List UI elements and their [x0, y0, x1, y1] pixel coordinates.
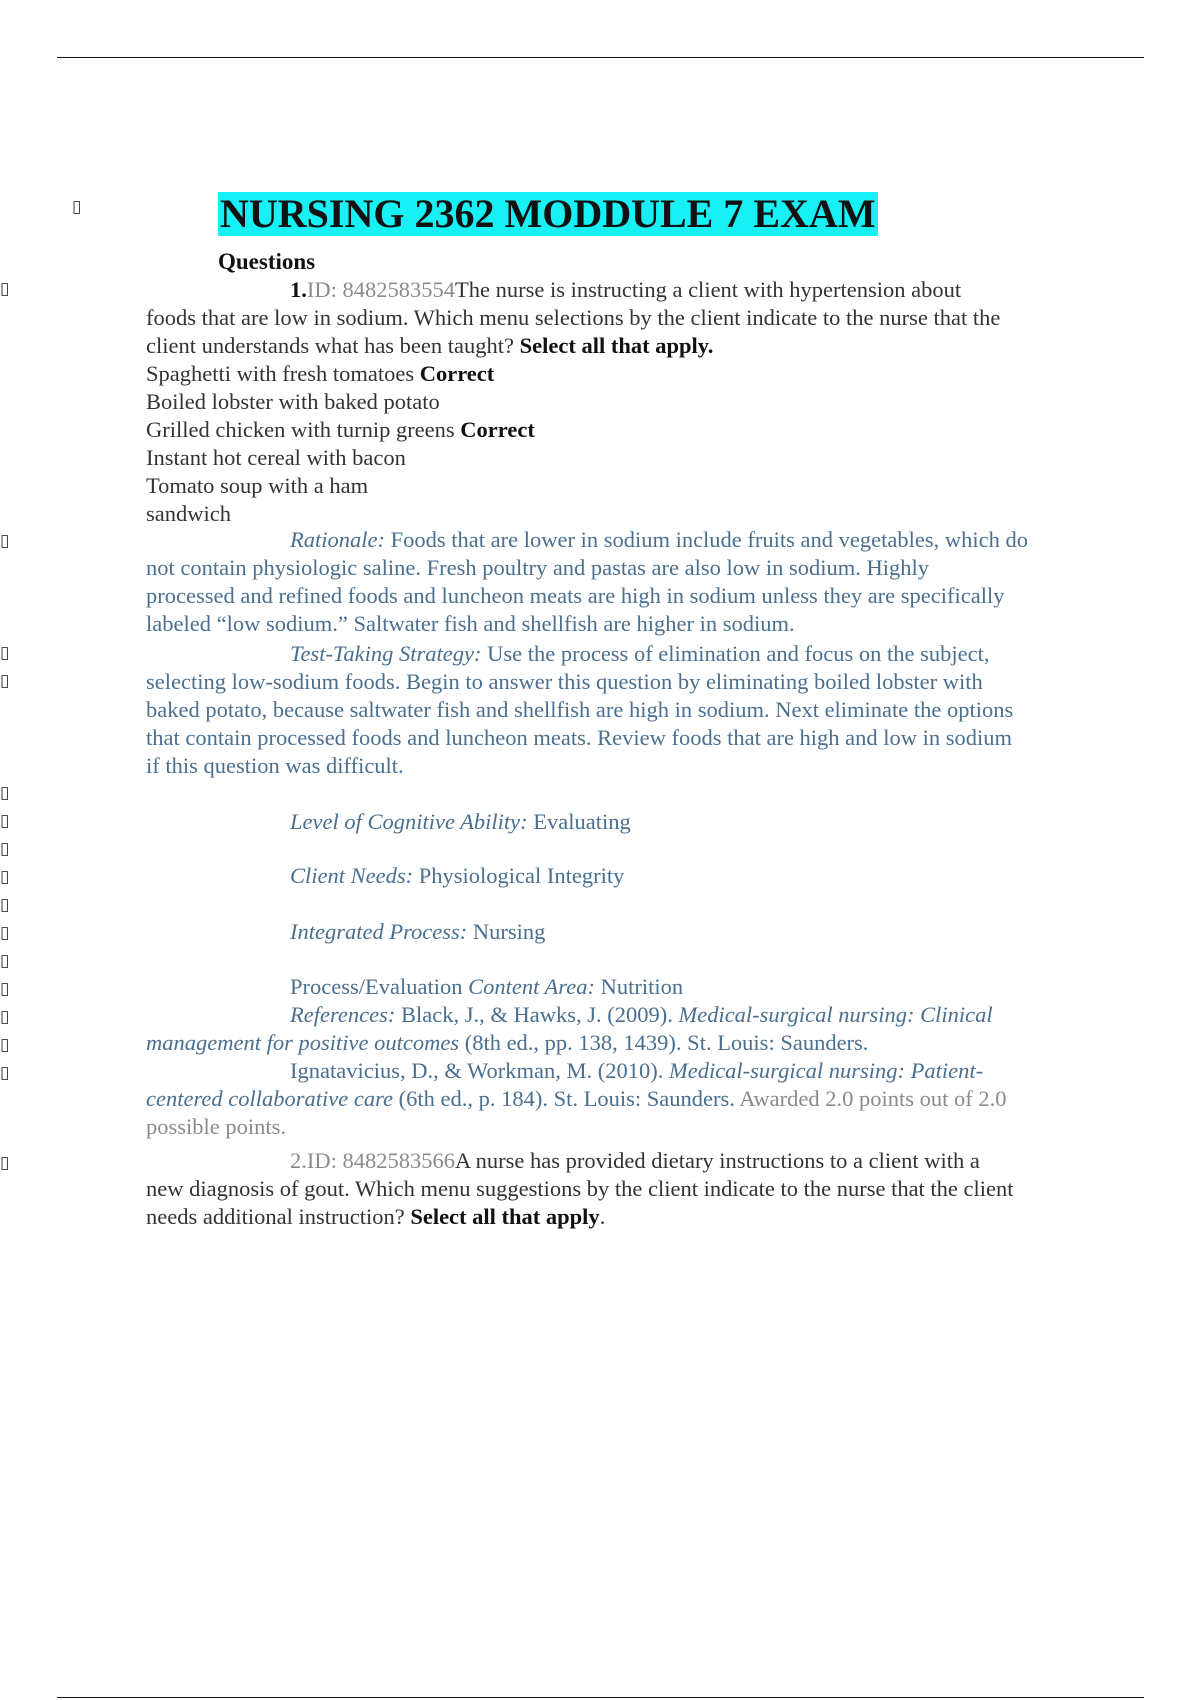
strategy-line: baked potato, because saltwater fish and shellfish are high in sodium. Next eliminate the options: [146, 697, 1014, 722]
reference-title: centered collaborative care: [146, 1086, 393, 1111]
reference-text: Ignatavicius, D., & Workman, M. (2010).: [290, 1058, 669, 1083]
option-text: Grilled chicken with turnip greens: [146, 417, 461, 442]
margin-glyph: ▯: [0, 1007, 10, 1027]
reference-line: [146, 1029, 1146, 1057]
reference-title: Medical-surgical nursing: Clinical: [678, 1002, 993, 1027]
reference-title: Medical-surgical nursing: Patient-: [668, 1058, 984, 1083]
question-1: [146, 276, 1146, 528]
answer-option: [146, 416, 1146, 444]
client-needs-value: Physiological Integrity: [413, 863, 625, 888]
question-number: 1.: [290, 277, 307, 302]
question-2-stem-line: [146, 1147, 1146, 1175]
question-text: client understands what has been taught?: [146, 333, 520, 358]
punctuation: .: [599, 1204, 606, 1229]
integrated-process: [146, 918, 1146, 946]
margin-glyph: ▯: [0, 279, 10, 299]
content-area-value: Nutrition: [594, 974, 684, 999]
option-text: Tomato soup with a ham: [146, 473, 369, 498]
question-2-stem-line: new diagnosis of gout. Which menu suggestions by the client indicate to the nurse that the client: [146, 1176, 1014, 1201]
reference-line: [146, 1001, 1146, 1029]
question-id: ID: 8482583554: [306, 277, 455, 302]
option-text: sandwich: [146, 501, 231, 526]
reference-text: Black, J., & Hawks, J. (2009).: [395, 1002, 679, 1027]
answer-option: [146, 444, 1146, 472]
margin-glyph: ▯: [0, 811, 10, 831]
margin-glyph: ▯: [0, 531, 10, 551]
strategy-line: [146, 640, 1146, 668]
top-rule: [57, 57, 1144, 58]
integrated-process-line: [146, 918, 1146, 946]
client-needs: [146, 862, 1146, 890]
strategy-text: Use the process of elimination and focus on the subject,: [481, 641, 990, 666]
strategy-line: that contain processed foods and luncheon meats. Review foods that are high and low in sodium: [146, 725, 1013, 750]
content-area-label: Content Area:: [468, 974, 595, 999]
answer-option: [146, 500, 1146, 528]
answer-option: [146, 360, 1146, 388]
margin-glyph: ▯: [0, 867, 10, 887]
awarded-points: possible points.: [146, 1114, 287, 1139]
margin-glyph: ▯: [0, 923, 10, 943]
question-text: A nurse has provided dietary instructions to a client with a: [455, 1148, 980, 1173]
correct-mark: Correct: [460, 417, 535, 442]
question-text: needs additional instruction?: [146, 1204, 411, 1229]
option-text: Instant hot cereal with bacon: [146, 445, 406, 470]
strategy-block: [146, 640, 1146, 780]
correct-mark: Correct: [419, 361, 495, 386]
question-id: 2.ID: 8482583566: [290, 1148, 455, 1173]
question-2: [146, 1147, 1146, 1231]
cognitive-label: Level of Cognitive Ability:: [290, 809, 528, 834]
margin-glyph: ▯: [0, 979, 10, 999]
client-needs-line: [146, 862, 1146, 890]
client-needs-label: Client Needs:: [290, 863, 414, 888]
awarded-points: Awarded 2.0 points out of 2.0: [734, 1086, 1007, 1111]
content-prefix: Process/Evaluation: [290, 974, 469, 999]
reference-title: management for positive outcomes: [146, 1030, 460, 1055]
margin-glyph: ▯: [0, 1153, 10, 1173]
rationale-line: [146, 526, 1146, 554]
cognitive-level: [146, 808, 1146, 836]
reference-line: [146, 1057, 1146, 1085]
reference-text: (6th ed., p. 184). St. Louis: Saunders.: [392, 1086, 735, 1111]
rationale-line: not contain physiologic saline. Fresh poultry and pastas are also low in sodium. Highly: [146, 555, 930, 580]
question-2-stem-line: [146, 1203, 1146, 1231]
question-1-stem-line: [146, 276, 1146, 304]
integrated-process-label: Integrated Process:: [290, 919, 468, 944]
margin-glyph: ▯: [0, 671, 10, 691]
integrated-process-value: Nursing: [467, 919, 546, 944]
option-text: Spaghetti with fresh tomatoes: [146, 361, 420, 386]
bottom-rule: [57, 1697, 1144, 1698]
margin-glyph: ▯: [0, 839, 10, 859]
reference-text: (8th ed., pp. 138, 1439). St. Louis: Saunders.: [459, 1030, 869, 1055]
question-text: The nurse is instructing a client with hypertension about: [455, 277, 962, 302]
margin-glyph: ▯: [0, 1035, 10, 1055]
rationale-text: Foods that are lower in sodium include fruits and vegetables, which do: [384, 527, 1028, 552]
section-heading: Questions: [218, 249, 316, 274]
strategy-label: Test-Taking Strategy:: [290, 641, 482, 666]
bullet-glyph: ▯: [72, 197, 82, 217]
select-all-instruction: Select all that apply.: [519, 333, 714, 358]
select-all-instruction: Select all that apply: [410, 1204, 600, 1229]
margin-glyph: ▯: [0, 951, 10, 971]
margin-glyph: ▯: [0, 895, 10, 915]
cognitive-value: Evaluating: [527, 809, 631, 834]
answer-option: [146, 388, 1146, 416]
content-area-line: [146, 973, 1146, 1001]
rationale-block: [146, 526, 1146, 638]
rationale-line: processed and refined foods and luncheon meats are high in sodium unless they are specifically: [146, 583, 1005, 608]
question-1-stem-line: foods that are low in sodium. Which menu selections by the client indicate to the nurse that the: [146, 305, 1001, 330]
cognitive-level-line: [146, 808, 1146, 836]
document-title: NURSING 2362 MODDULE 7 EXAM: [220, 191, 876, 236]
margin-glyph: ▯: [0, 1063, 10, 1083]
margin-glyph: ▯: [0, 783, 10, 803]
strategy-line: selecting low-sodium foods. Begin to answer this question by eliminating boiled lobster with: [146, 669, 983, 694]
strategy-line: if this question was difficult.: [146, 753, 404, 778]
reference-line: [146, 1085, 1146, 1113]
rationale-label: Rationale:: [290, 527, 385, 552]
option-text: Boiled lobster with baked potato: [146, 389, 440, 414]
margin-glyph: ▯: [0, 643, 10, 663]
question-1-stem-line: [146, 332, 1146, 360]
rationale-line: labeled “low sodium.” Saltwater fish and shellfish are higher in sodium.: [146, 611, 795, 636]
references-block: [146, 973, 1146, 1141]
references-label: References:: [290, 1002, 396, 1027]
answer-option: [146, 472, 1146, 500]
